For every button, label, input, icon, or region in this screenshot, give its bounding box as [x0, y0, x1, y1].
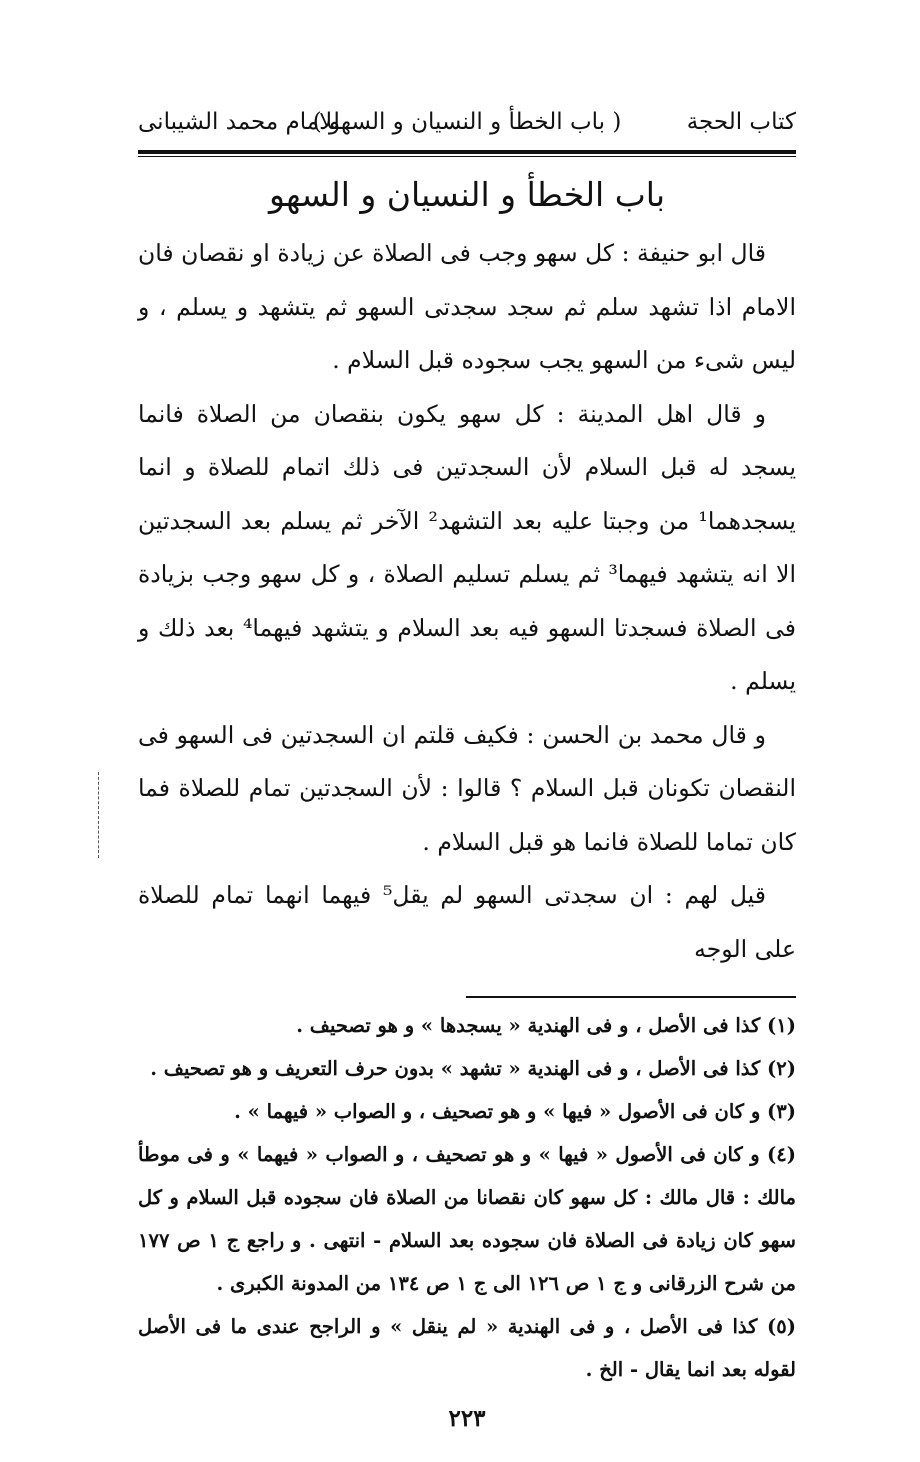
- paragraph-4: قيل لهم : ان سجدتى السهو لم يقل⁵ فيهما انهما تمام للصلاة على الوجه: [138, 881, 796, 963]
- page-number: ٢٢٣: [448, 1405, 486, 1432]
- book-title: كتاب الحجة: [686, 109, 796, 135]
- footnote-4: (٤) و كان فى الأصول « فيها » و هو تصحيف ، و الصواب « فيهما » و فى موطأ مالك : قال مالك : كل سهو كان نقصانا من الصلاة فان سجوده قبل السلام و كل سهو كان زيادة فى الصلاة فان سجوده بعد السلام - انتهى . و راجع ج ١ ص ١٧٧ من شرح الزرقانى و ج ١ ص ١٢٦ الى ج ١ ص ١٣٤ من المدونة الكبرى .: [138, 1143, 796, 1295]
- chapter-reference: ( باب الخطأ و النسيان و السهو ): [312, 109, 622, 135]
- paragraph-1: قال ابو حنيفة : كل سهو وجب فى الصلاة عن زيادة او نقصان فان الامام اذا تشهد سلم ثم سجد سجدتى السهو ثم يتشهد و يسلم ، و ليس شىء من السهو يجب سجوده قبل السلام .: [138, 239, 796, 374]
- footnotes: [138, 1004, 796, 1391]
- chapter-title: باب الخطأ و النسيان و السهو: [268, 175, 666, 214]
- paragraph-2: و قال اهل المدينة : كل سهو يكون بنقصان من الصلاة فانما يسجد له قبل السلام لأن السجدتين فى ذلك اتمام للصلاة و انما يسجدهما¹ من وجبتا عليه بعد التشهد² الآخر ثم يسلم بعد السجدتين الا انه يتشهد فيهما³ ثم يسلم تسليم الصلاة ، و كل سهو وجب بزيادة فى الصلاة فسجدتا السهو فيه بعد السلام و يتشهد فيهما⁴ بعد ذلك و يسلم .: [138, 399, 796, 695]
- header-rule: [138, 150, 796, 157]
- footnote-5: (٥) كذا فى الأصل ، و فى الهندية « لم ينقل » و الراجح عندى ما فى الأصل لقوله بعد انما يقال - الخ .: [138, 1315, 796, 1381]
- footnote-rule: [466, 996, 796, 998]
- footnote-2: (٢) كذا فى الأصل ، و فى الهندية « تشهد » بدون حرف التعريف و هو تصحيف .: [150, 1057, 796, 1080]
- margin-mark: [98, 772, 99, 858]
- footnote-1: (١) كذا فى الأصل ، و فى الهندية « يسجدها » و هو تصحيف .: [296, 1014, 796, 1037]
- document-page: [138, 100, 796, 1432]
- footnote-3: (٣) و كان فى الأصول « فيها » و هو تصحيف ، و الصواب « فيهما » .: [234, 1100, 796, 1123]
- body-text: [138, 227, 796, 976]
- author-name: للامام محمد الشيبانى: [138, 109, 340, 135]
- running-header: [138, 100, 796, 144]
- paragraph-3: و قال محمد بن الحسن : فكيف قلتم ان السجدتين فى السهو فى النقصان تكونان قبل السلام ؟ قالوا : لأن السجدتين تمام للصلاة فما كان تماما للصلاة فانما هو قبل السلام .: [138, 720, 796, 856]
